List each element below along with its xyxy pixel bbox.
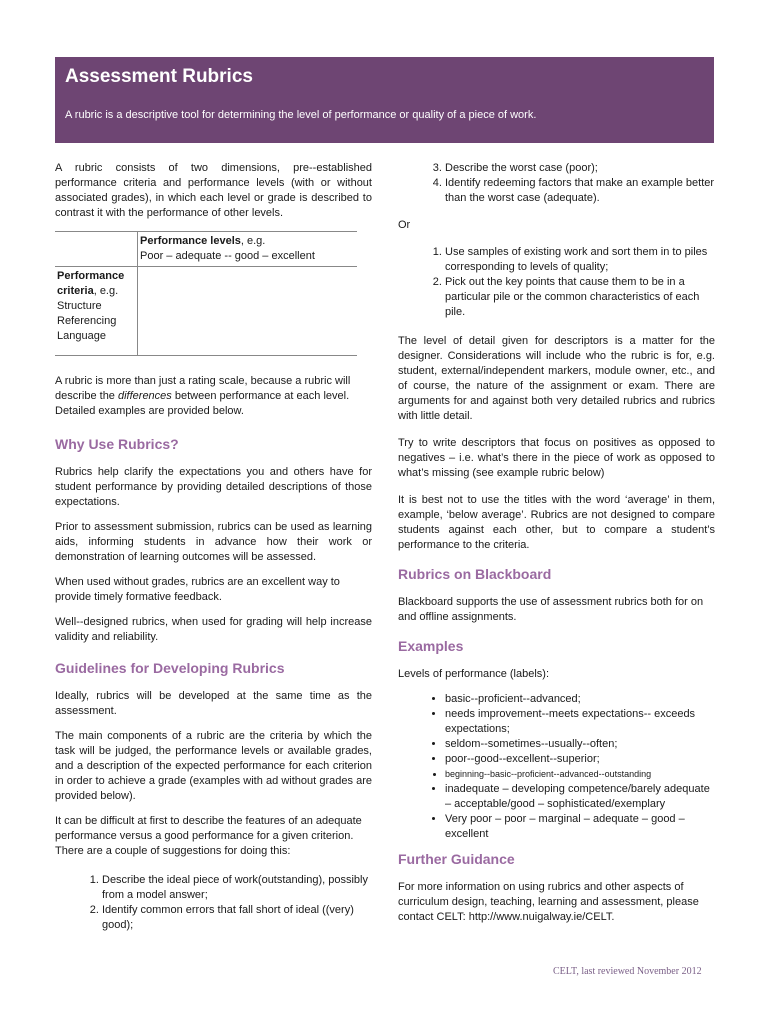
heading-why-use-rubrics: Why Use Rubrics?	[55, 436, 179, 452]
table-levels-cell	[138, 232, 358, 267]
list-item: 1. Describe the ideal piece of work(outstanding), possibly from a model answer;	[102, 873, 372, 903]
criteria-item: Referencing	[57, 315, 117, 327]
guide-paragraph: Ideally, rubrics will be developed at the same time as the assessment.	[55, 690, 372, 717]
why-paragraph: Well-‐designed rubrics, when used for grading will help increase validity and reliability.	[55, 616, 372, 643]
examples-intro: Levels of performance (labels):	[398, 668, 550, 680]
heading-further-guidance: Further Guidance	[398, 851, 515, 867]
why-paragraph: When used without grades, rubrics are an excellent way to provide timely formative feedback.	[55, 576, 340, 603]
or-text: Or	[398, 219, 411, 231]
rating-scale-paragraph	[55, 374, 372, 419]
list-item: 4. Identify redeeming factors that make an example better than the worst case (adequate).	[445, 176, 715, 206]
levels-eg: , e.g.	[240, 235, 266, 247]
list-item: 1. Use samples of existing work and sort them in to piles corresponding to levels of quality;	[445, 245, 715, 275]
heading-blackboard: Rubrics on Blackboard	[398, 566, 552, 582]
table-criteria-cell	[55, 267, 138, 356]
examples-list	[398, 692, 715, 842]
why-paragraph: Rubrics help clarify the expectations you and others have for student performance by providing detailed descriptions of those expectations.	[55, 466, 372, 508]
page-subtitle: A rubric is a descriptive tool for determining the level of performance or quality of a piece of work.	[65, 109, 537, 121]
average-paragraph: It is best not to use the titles with the word ‘average’ in them, example, ‘below average’. Rubrics are not designed to compare students against each other, but to compare a student’s performance to the criteria.	[398, 494, 715, 551]
criteria-item: Structure	[57, 300, 102, 312]
table-corner-cell	[55, 232, 138, 267]
suggestion-list-a	[398, 161, 715, 206]
criteria-eg: , e.g.	[93, 285, 119, 297]
list-item: 3. Describe the worst case (poor);	[445, 161, 715, 176]
suggestion-list-b	[398, 245, 715, 320]
list-item: • seldom-‐sometimes-‐usually-‐often;	[445, 737, 715, 752]
further-paragraph: For more information on using rubrics and other aspects of curriculum design, teaching, learning and assessment, please contact CELT: http://www.nuigalway.ie/CELT.	[398, 881, 699, 923]
detail-paragraph: The level of detail given for descriptors is a matter for the designer. Considerations will include who the rubric is for, e.g. student, external/independent markers, module owner, etc., and of course, the nature of the assignment or exam. There are arguments for and against both very detailed rubrics and rubrics with little detail.	[398, 335, 715, 422]
list-item: • basic-‐proficient-‐advanced;	[445, 692, 715, 707]
guide-paragraph: It can be difficult at first to describe the features of an adequate performance versus a good performance for a given criterion. There are a couple of suggestions for doing this:	[55, 815, 362, 857]
criteria-label: Performance criteria	[57, 270, 125, 297]
list-item: • Very poor – poor – marginal – adequate – good – excellent	[445, 812, 715, 842]
why-paragraph: Prior to assessment submission, rubrics can be used as learning aids, informing students in advance how their work or demonstration of learning outcomes will be assessed.	[55, 521, 372, 563]
header-banner	[55, 57, 714, 143]
rubric-example-table	[55, 231, 357, 356]
rating-text-end: between performance at each level. Detailed examples are provided below.	[55, 390, 350, 417]
list-item: 2. Pick out the key points that cause them to be in a particular pile or the common characteristics of each pile.	[445, 275, 715, 320]
footer-note: CELT, last reviewed November 2012	[553, 966, 702, 977]
positives-paragraph: Try to write descriptors that focus on positives as opposed to negatives – i.e. what’s there in the piece of work as opposed to what’s missing (see example rubric below)	[398, 437, 715, 479]
heading-examples: Examples	[398, 638, 464, 654]
guide-paragraph: The main components of a rubric are the criteria by which the task will be judged, the performance levels or available grades, and a description of the expected performance for each criterion in order to achieve a grade (examples with ad without grades are provided below).	[55, 730, 372, 802]
heading-guidelines: Guidelines for Developing Rubrics	[55, 660, 285, 676]
left-column	[55, 161, 372, 943]
levels-example: Poor – adequate -- good – excellent	[140, 250, 315, 262]
page-title: Assessment Rubrics	[65, 66, 253, 87]
table-body-cell	[138, 267, 358, 356]
levels-label: Performance levels	[140, 235, 241, 247]
list-item: • inadequate – developing competence/barely adequate – acceptable/good – sophisticated/exemplary	[445, 782, 715, 812]
list-item: • beginning-‐basic-‐proficient-‐advanced-‐outstanding	[445, 767, 715, 782]
list-item: • poor-‐good-‐excellent-‐superior;	[445, 752, 715, 767]
criteria-item: Language	[57, 330, 106, 342]
list-item: 2. Identify common errors that fall short of ideal ((very) good);	[102, 903, 372, 933]
rating-text: A rubric is more than just a rating scale, because a rubric will describe the	[55, 375, 351, 402]
list-item: • needs improvement-‐meets expectations-‐ exceeds expectations;	[445, 707, 715, 737]
intro-paragraph: A rubric consists of two dimensions, pre-‐established performance criteria and performance levels (with or without associated grades), in which each level or grade is described to contrast it with the performance of other levels.	[55, 162, 372, 219]
rating-italic: differences	[117, 390, 172, 402]
right-column	[398, 161, 715, 935]
blackboard-paragraph: Blackboard supports the use of assessment rubrics both for on and offline assignments.	[398, 596, 704, 623]
guide-list	[55, 873, 372, 933]
